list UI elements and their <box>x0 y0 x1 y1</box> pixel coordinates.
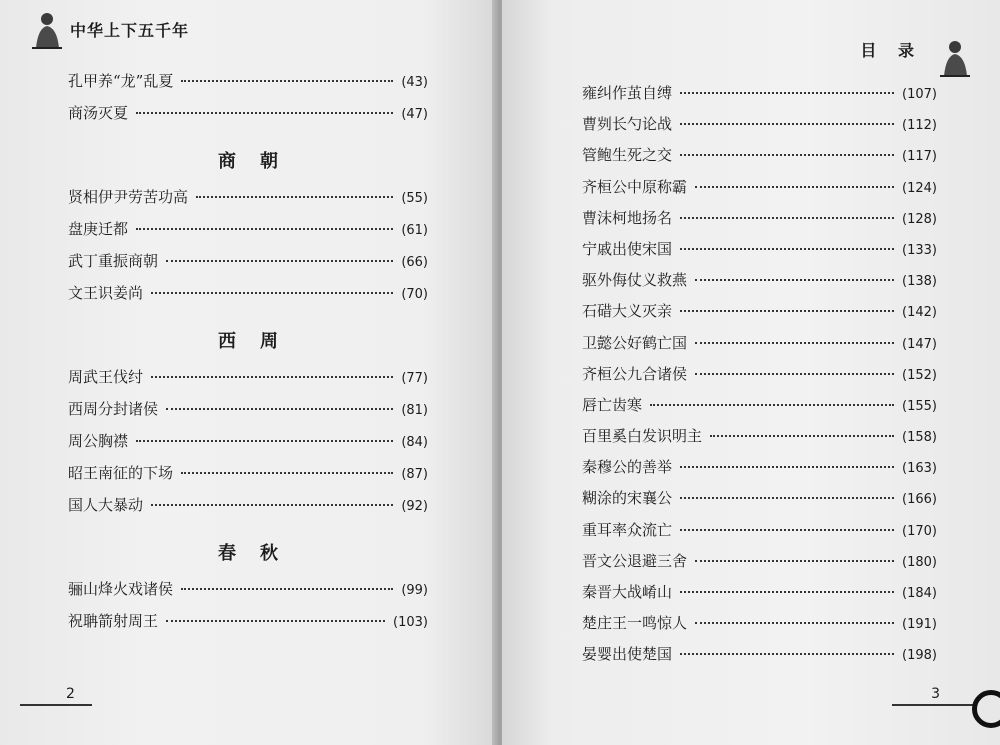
toc-entry[interactable]: 昭王南征的下场 (87) <box>68 464 428 482</box>
toc-entry[interactable]: 百里奚白发识明主 (158) <box>582 427 937 446</box>
scholar-figure-icon <box>938 38 972 78</box>
toc-entry[interactable]: 祝聃箭射周王 (103) <box>68 612 428 630</box>
toc-entry[interactable]: 楚庄王一鸣惊人 (191) <box>582 614 937 633</box>
toc-entry[interactable]: 齐桓公九合诸侯 (152) <box>582 364 937 383</box>
toc-entry[interactable]: 西周分封诸侯 (81) <box>68 400 428 418</box>
toc-entry[interactable]: 曹沫柯地扬名 (128) <box>582 208 937 227</box>
toc-entry[interactable]: 周公胸襟 (84) <box>68 432 428 450</box>
toc-entry[interactable]: 驱外侮仗义救燕 (138) <box>582 271 937 290</box>
page-number: 3 <box>931 686 940 702</box>
right-page <box>502 0 1000 745</box>
toc-entry[interactable]: 重耳率众流亡 (170) <box>582 520 937 539</box>
toc-entry[interactable]: 盘庚迁都 (61) <box>68 220 428 238</box>
toc-entry[interactable]: 晏婴出使楚国 (198) <box>582 645 937 664</box>
toc-entry[interactable]: 武丁重振商朝 (66) <box>68 252 428 270</box>
toc-entry[interactable]: 石碏大义灭亲 (142) <box>582 302 937 321</box>
toc-entry[interactable]: 贤相伊尹劳苦功高 (55) <box>68 188 428 206</box>
scholar-figure-icon <box>30 10 64 50</box>
toc-entry[interactable]: 唇亡齿寒 (155) <box>582 395 937 414</box>
toc-entry[interactable]: 卫懿公好鹤亡国 (147) <box>582 333 937 352</box>
toc-entry[interactable]: 周武王伐纣 (77) <box>68 368 428 386</box>
toc-entry[interactable]: 糊涂的宋襄公 (166) <box>582 489 937 508</box>
toc-right <box>582 82 937 675</box>
toc-entry[interactable]: 秦穆公的善举 (163) <box>582 458 937 477</box>
section-heading-zhou: 西周 <box>218 331 302 352</box>
toc-entry[interactable]: 孔甲养“龙”乱夏 (43) <box>68 72 428 90</box>
toc-entry[interactable]: 雍纠作茧自缚 (107) <box>582 84 937 102</box>
toc-entry[interactable]: 晋文公退避三舍 (180) <box>582 551 937 570</box>
left-page <box>0 0 498 745</box>
toc-entry[interactable]: 骊山烽火戏诸侯 (99) <box>68 580 428 598</box>
footer-rule <box>20 704 92 706</box>
toc-entry[interactable]: 国人大暴动 (92) <box>68 496 428 514</box>
toc-entry[interactable]: 秦晋大战崤山 (184) <box>582 583 937 601</box>
section-heading-shang: 商朝 <box>218 151 302 172</box>
toc-entry[interactable]: 宁戚出使宋国 (133) <box>582 239 937 258</box>
toc-entry[interactable]: 曹刿长勺论战 (112) <box>582 115 937 134</box>
toc-entry[interactable]: 管鲍生死之交 (117) <box>582 146 937 165</box>
toc-entry[interactable]: 商汤灭夏 (47) <box>68 104 428 122</box>
toc-entry[interactable]: 文王识姜尚 (70) <box>68 284 428 302</box>
contents-header: 目 录 <box>860 41 922 60</box>
binder-ring <box>972 690 1000 728</box>
toc-left <box>68 70 428 642</box>
footer-rule <box>892 704 980 706</box>
section-heading-chunqiu: 春秋 <box>218 543 302 564</box>
toc-entry[interactable]: 齐桓公中原称霸 (124) <box>582 177 937 196</box>
page-number: 2 <box>66 686 75 702</box>
book-title-header: 中华上下五千年 <box>70 21 190 40</box>
